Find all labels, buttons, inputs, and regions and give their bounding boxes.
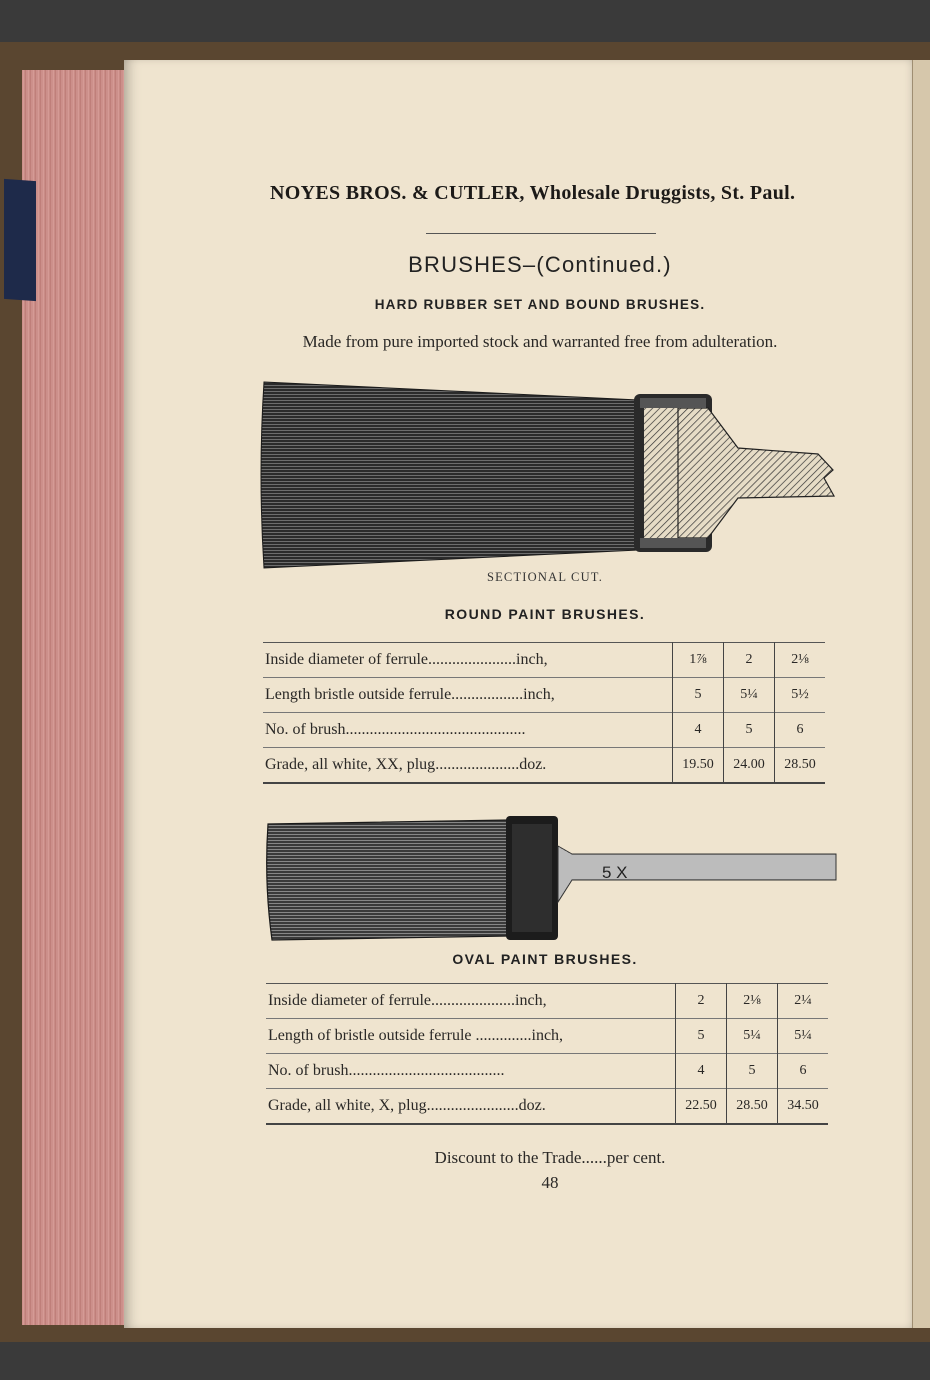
row-label: Grade, all white, XX, plug.....................doz. [265, 756, 547, 773]
table-cell: 6 [778, 1054, 829, 1089]
oval-brushes-table [266, 983, 828, 1125]
table-cell: 2 [676, 984, 727, 1019]
table-cell: 1⅞ [673, 643, 724, 678]
table-cell: 22.50 [676, 1089, 727, 1125]
page-edges [22, 70, 134, 1325]
table-cell: 2⅛ [775, 643, 826, 678]
table-cell: 5 [727, 1054, 778, 1089]
table-cell: 2 [724, 643, 775, 678]
sectional-brush-illustration [258, 378, 840, 574]
right-page-edge [912, 60, 930, 1328]
table-row [266, 984, 828, 1019]
brush-stamp: 5 X [602, 863, 628, 882]
sectional-cut-caption: SECTIONAL CUT. [486, 570, 604, 584]
page-number: 48 [541, 1173, 559, 1192]
round-brushes-title: ROUND PAINT BRUSHES. [444, 606, 646, 622]
table-cell: 4 [673, 713, 724, 748]
row-label: Grade, all white, X, plug.......................doz. [268, 1097, 546, 1114]
table-row [266, 1089, 828, 1125]
intro-text: Made from pure imported stock and warranted free from adulteration. [302, 332, 778, 351]
table-row [263, 713, 825, 748]
page-header: NOYES BROS. & CUTLER, Wholesale Druggists, St. Paul. [270, 182, 796, 204]
table-cell: 5½ [775, 678, 826, 713]
table-cell: 2⅛ [727, 984, 778, 1019]
row-label: No. of brush............................................. [265, 721, 526, 738]
table-cell: 5 [724, 713, 775, 748]
round-brushes-table [263, 642, 825, 784]
table-cell: 19.50 [673, 748, 724, 784]
table-cell: 5 [673, 678, 724, 713]
table-row [263, 643, 825, 678]
row-label: Length of bristle outside ferrule ..............inch, [268, 1027, 564, 1044]
table-row [263, 678, 825, 713]
table-cell: 5¼ [778, 1019, 829, 1054]
discount-note: Discount to the Trade......per cent. [434, 1148, 666, 1167]
oval-brushes-title: OVAL PAINT BRUSHES. [452, 951, 638, 967]
table-cell: 5¼ [724, 678, 775, 713]
section-subtitle: HARD RUBBER SET AND BOUND BRUSHES. [374, 297, 706, 312]
section-title: BRUSHES–(Continued.) [408, 252, 672, 277]
flat-brush-illustration [262, 812, 838, 946]
table-cell: 6 [775, 713, 826, 748]
table-cell: 4 [676, 1054, 727, 1089]
row-label: Inside diameter of ferrule.....................inch, [268, 992, 547, 1009]
header-divider [426, 233, 656, 234]
table-row [266, 1054, 828, 1089]
table-cell: 34.50 [778, 1089, 829, 1125]
row-label: No. of brush....................................... [268, 1062, 505, 1079]
table-cell: 28.50 [727, 1089, 778, 1125]
row-label: Length bristle outside ferrule..................inch, [265, 686, 555, 703]
table-cell: 2¼ [778, 984, 829, 1019]
table-row [266, 1019, 828, 1054]
table-row [263, 748, 825, 784]
table-cell: 5 [676, 1019, 727, 1054]
table-cell: 5¼ [727, 1019, 778, 1054]
table-cell: 24.00 [724, 748, 775, 784]
table-cell: 28.50 [775, 748, 826, 784]
row-label: Inside diameter of ferrule......................inch, [265, 651, 548, 668]
bookmark-ribbon [4, 179, 36, 301]
